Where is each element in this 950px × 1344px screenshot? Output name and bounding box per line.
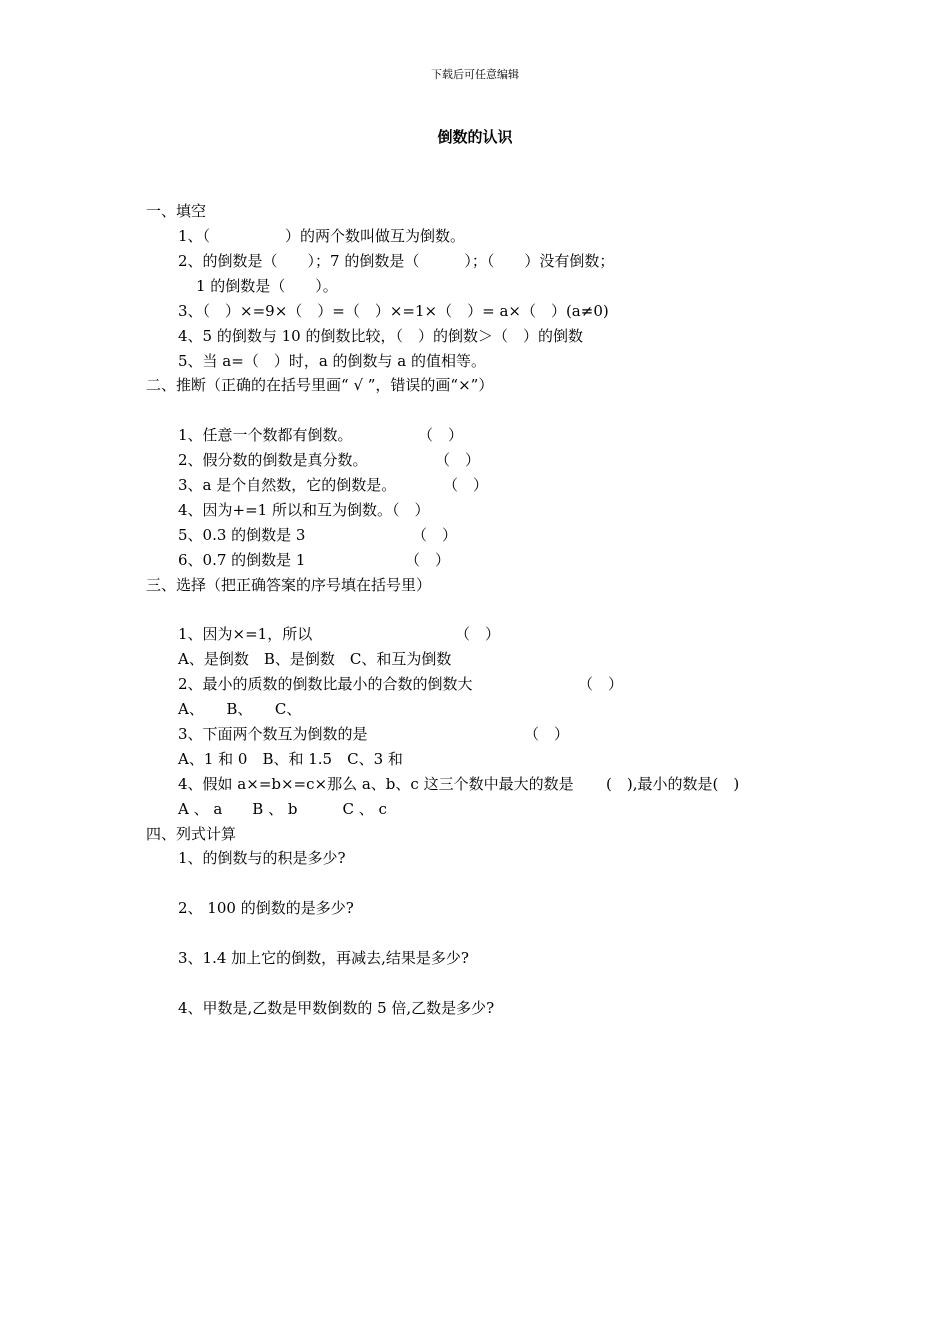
header-note: 下载后可任意编辑 — [431, 68, 519, 81]
choice-options-3: A、1 和 0 B、和 1.5 C、3 和 — [178, 750, 403, 768]
judge-question-4: 4、因为+=1 所以和互为倒数。（ ） — [178, 501, 430, 519]
judge-question-6: 6、0.7 的倒数是 1 — [178, 551, 306, 569]
choice-answer-2: （ ） — [578, 675, 624, 693]
section-heading-judge: 二、推断（正确的在括号里画“ √ ”，错误的画“×”） — [146, 376, 494, 394]
page-title: 倒数的认识 — [437, 128, 513, 146]
fill-question-4: 4、5 的倒数与 10 的倒数比较，（ ）的倒数＞（ ）的倒数 — [178, 327, 583, 345]
judge-answer-3: （ ） — [443, 476, 489, 494]
choice-answer-4: ( ),最小的数是( ) — [606, 775, 740, 793]
judge-answer-6: （ ） — [405, 551, 451, 569]
calc-question-4: 4、甲数是,乙数是甲数倒数的 5 倍,乙数是多少? — [178, 999, 495, 1017]
judge-question-1: 1、任意一个数都有倒数。 — [178, 426, 353, 444]
judge-question-3: 3、a 是个自然数，它的倒数是。 — [178, 476, 397, 494]
judge-answer-2: （ ） — [435, 451, 481, 469]
section-heading-calculation: 四、列式计算 — [146, 825, 237, 843]
choice-answer-3: （ ） — [524, 725, 570, 743]
calc-question-2: 2、 100 的倒数的是多少? — [178, 899, 354, 917]
calc-question-1: 1、的倒数与的积是多少? — [178, 849, 346, 867]
section-heading-choice: 三、选择（把正确答案的序号填在括号里） — [146, 576, 432, 594]
fill-question-2-continued: 1 的倒数是（ ）。 — [196, 277, 338, 295]
judge-answer-5: （ ） — [412, 526, 458, 544]
calc-question-3: 3、1.4 加上它的倒数，再减去,结果是多少? — [178, 949, 469, 967]
choice-options-2: A、 B、 C、 — [178, 700, 302, 718]
choice-question-4: 4、假如 a×=b×=c×那么 a、b、c 这三个数中最大的数是 — [178, 775, 574, 793]
fill-question-3: 3、（ ）×=9×（ ）=（ ）×=1×（ ）= a×（ ）(a≠0) — [178, 302, 609, 320]
judge-question-5: 5、0.3 的倒数是 3 — [178, 526, 306, 544]
choice-options-1: A、是倒数 B、是倒数 C、和互为倒数 — [178, 650, 452, 668]
choice-options-4: A 、 a B 、 b C 、 c — [178, 800, 387, 818]
choice-question-1: 1、因为×=1，所以 — [178, 625, 313, 643]
judge-question-2: 2、假分数的倒数是真分数。 — [178, 451, 368, 469]
choice-question-2: 2、最小的质数的倒数比最小的合数的倒数大 — [178, 675, 473, 693]
fill-question-2: 2、的倒数是（ ）；7 的倒数是（ ）；（ ）没有倒数； — [178, 252, 615, 270]
fill-question-1: 1、（ ）的两个数叫做互为倒数。 — [178, 227, 466, 245]
choice-answer-1: （ ） — [455, 625, 501, 643]
choice-question-3: 3、下面两个数互为倒数的是 — [178, 725, 368, 743]
section-heading-fill-blanks: 一、填空 — [146, 202, 207, 220]
fill-question-5: 5、当 a=（ ）时，a 的倒数与 a 的值相等。 — [178, 352, 487, 370]
judge-answer-1: （ ） — [418, 426, 464, 444]
